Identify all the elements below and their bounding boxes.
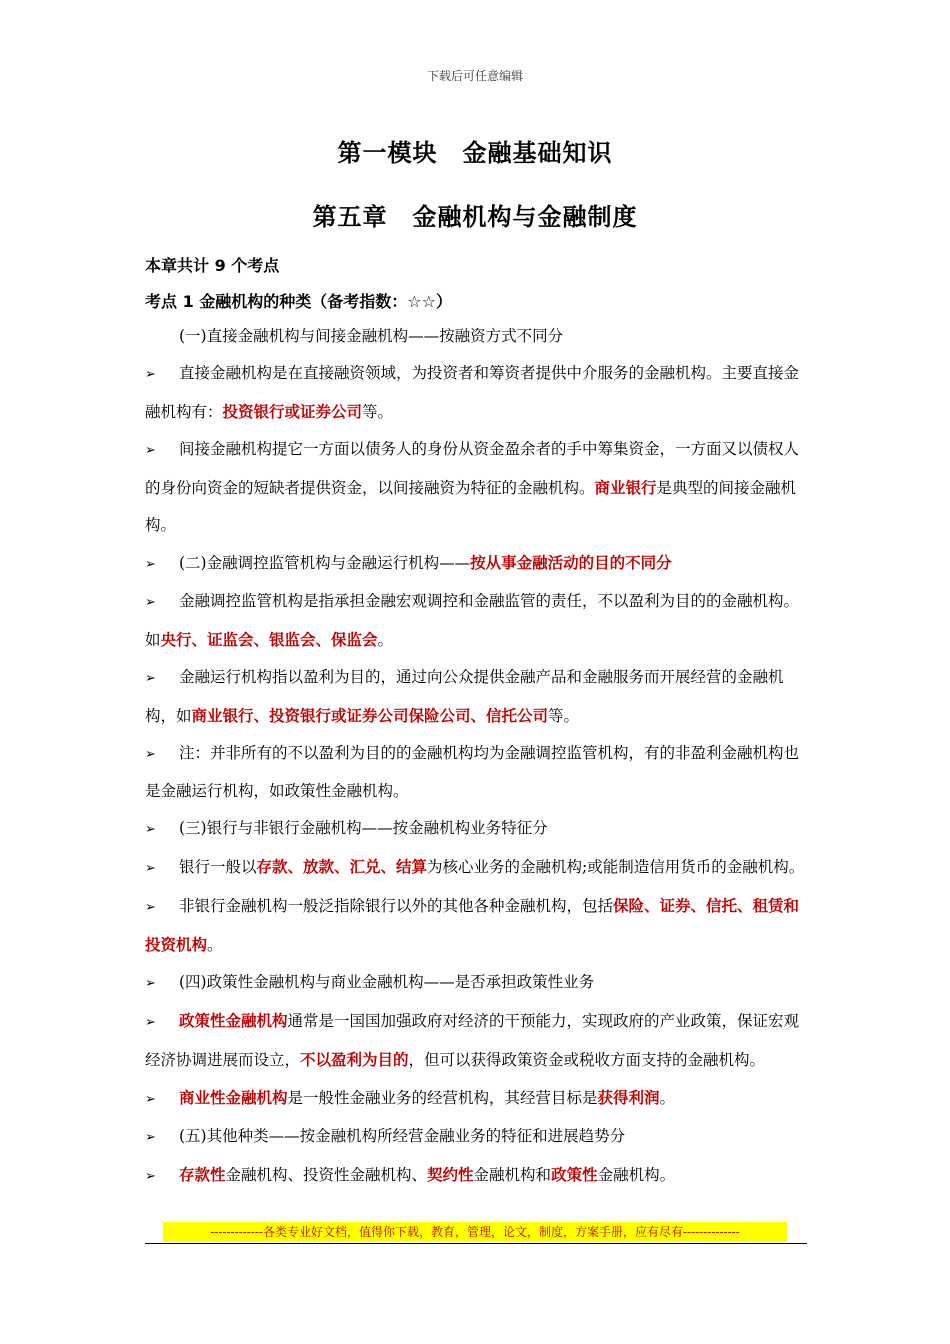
chapter-summary: 本章共计 9 个考点	[145, 256, 280, 275]
paragraph	[145, 1079, 807, 1118]
chapter-title: 第五章 金融机构与金融制度	[312, 202, 638, 231]
body-text: 金融调控监管机构是指承担金融宏观调控和金融监管的责任，不以盈利为目的的金融机构。如	[145, 592, 800, 649]
bullet-arrow-icon: ➢	[145, 1169, 156, 1184]
paragraph	[145, 810, 807, 848]
highlight-text: 契约性	[427, 1165, 474, 1184]
highlight-text: 保险、证券、信托、租赁和投资机构	[145, 896, 800, 954]
paragraph	[145, 735, 807, 810]
highlight-text: 获得利润	[597, 1088, 660, 1107]
body-text: 直接金融机构是在直接融资领域，为投资者和筹资者提供中介服务的金融机构。主要直接金融机构有：	[145, 364, 800, 421]
paragraph	[145, 1002, 807, 1079]
highlight-text: 商业银行、投资银行或证券公司保险公司、信托公司	[191, 706, 549, 725]
paragraph	[145, 544, 807, 583]
body-text: 为核心业务的金融机构;或能制造信用货币的金融机构。	[427, 858, 805, 876]
body-text: 通常是一国国加强政府对经济的干预能力，实现政府的产业政策，保证宏观经济协调进展而设立，	[145, 1012, 800, 1069]
document-body	[145, 318, 807, 1195]
paragraph	[145, 1118, 807, 1156]
bullet-arrow-icon: ➢	[145, 1130, 156, 1145]
highlight-text: 商业银行	[594, 478, 657, 497]
body-text: 。	[659, 1089, 676, 1107]
paragraph	[145, 431, 807, 544]
body-text: 是一般性金融业务的经营机构，其经营目标是	[287, 1089, 598, 1107]
page-header: 下载后可任意编辑	[426, 69, 523, 83]
paragraph	[145, 964, 807, 1002]
topic-heading: 考点 1 金融机构的种类（备考指数：☆☆）	[145, 292, 452, 311]
footer-divider	[145, 1243, 807, 1244]
body-text: 金融运行机构指以盈利为目的，通过向公众提供金融产品和金融服务而开展经营的金融机构，如	[145, 668, 784, 725]
highlight-text: 商业性金融机构	[179, 1088, 288, 1107]
bullet-arrow-icon: ➢	[145, 1092, 156, 1107]
paragraph	[145, 583, 807, 659]
body-text: 金融机构和	[473, 1166, 552, 1184]
highlight-text: 央行、证监会、银监会、保监会	[160, 630, 378, 649]
paragraph	[145, 887, 807, 964]
bullet-arrow-icon: ➢	[145, 671, 156, 686]
body-text: 金融机构、投资性金融机构、	[225, 1166, 428, 1184]
body-text: 非银行金融机构一般泛指除银行以外的其他各种金融机构，包括	[179, 897, 614, 915]
highlight-text: 政策性金融机构	[179, 1011, 288, 1030]
module-title: 第一模块 金融基础知识	[337, 138, 613, 167]
body-text: 注：并非所有的不以盈利为目的的金融机构均为金融调控监管机构，有的非盈利金融机构也是金融运行机构，如政策性金融机构。	[145, 744, 800, 800]
bullet-arrow-icon: ➢	[145, 822, 156, 837]
bullet-arrow-icon: ➢	[145, 443, 156, 458]
paragraph	[145, 318, 807, 355]
body-text: 是典型的间接金融机构。	[145, 479, 797, 534]
bullet-arrow-icon: ➢	[145, 747, 156, 762]
highlight-text: 存款、放款、汇兑、结算	[256, 857, 428, 876]
footer-banner: -------------各类专业好文档，值得你下载，教育，管理，论文，制度，方案手册，应有尽有--------------	[163, 1222, 787, 1242]
highlight-text: 存款性	[179, 1165, 226, 1184]
body-text: 。	[377, 631, 394, 649]
highlight-text: 按从事金融活动的目的不同分	[470, 553, 672, 572]
bullet-arrow-icon: ➢	[145, 976, 156, 991]
bullet-arrow-icon: ➢	[145, 367, 156, 382]
body-text: (一)直接金融机构与间接金融机构——按融资方式不同分	[179, 327, 564, 345]
highlight-text: 政策性	[551, 1165, 598, 1184]
body-text: (四)政策性金融机构与商业金融机构——是否承担政策性业务	[179, 973, 595, 991]
bullet-arrow-icon: ➢	[145, 557, 156, 572]
highlight-text: 不以盈利为目的	[300, 1050, 409, 1069]
body-text: 。	[207, 936, 223, 954]
body-text: 等。	[362, 403, 394, 421]
paragraph	[145, 659, 807, 735]
body-text: (五)其他种类——按金融机构所经营金融业务的特征和进展趋势分	[179, 1127, 626, 1145]
body-text: (二)金融调控监管机构与金融运行机构——	[179, 554, 471, 572]
body-text: 间接金融机构提它一方面以债务人的身份从资金盈余者的手中筹集资金，一方面又以债权人的身份向资金的短缺者提供资金，以间接融资为特征的金融机构。	[145, 440, 800, 497]
body-text: (三)银行与非银行金融机构——按金融机构业务特征分	[179, 819, 548, 837]
paragraph	[145, 355, 807, 431]
paragraph	[145, 1156, 807, 1195]
bullet-arrow-icon: ➢	[145, 900, 156, 915]
highlight-text: 投资银行或证券公司	[222, 402, 363, 421]
bullet-arrow-icon: ➢	[145, 1015, 156, 1030]
bullet-arrow-icon: ➢	[145, 861, 156, 876]
body-text: 金融机构。	[597, 1166, 676, 1184]
body-text: 等。	[548, 707, 580, 725]
body-text: ，但可以获得政策资金或税收方面支持的金融机构。	[408, 1051, 766, 1069]
body-text: 银行一般以	[179, 858, 257, 876]
paragraph	[145, 848, 807, 887]
bullet-arrow-icon: ➢	[145, 595, 156, 610]
